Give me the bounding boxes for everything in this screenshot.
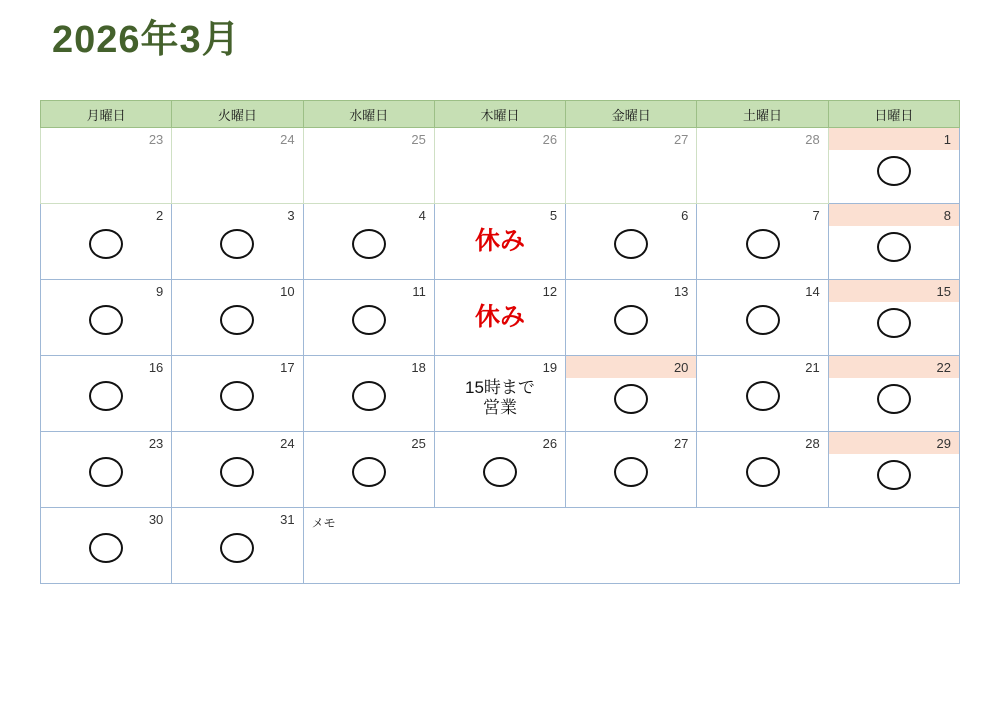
day-number: 8: [829, 204, 959, 226]
day-number: 25: [411, 132, 426, 147]
calendar-day-cell[interactable]: [697, 204, 828, 280]
day-number: 17: [280, 360, 295, 375]
calendar-day-cell[interactable]: [697, 280, 828, 356]
day-number: 26: [542, 436, 558, 451]
day-number: 21: [805, 360, 820, 375]
day-note: 15時まで 営業: [465, 378, 535, 417]
day-number: 5: [549, 208, 558, 223]
calendar-day-cell[interactable]: [828, 204, 959, 280]
day-number: 30: [148, 512, 164, 527]
open-circle-icon: [89, 457, 123, 487]
day-number: 28: [805, 436, 820, 451]
day-number: 9: [156, 284, 164, 299]
calendar-day-cell[interactable]: [41, 204, 172, 280]
calendar-day-cell[interactable]: [172, 280, 303, 356]
calendar-day-cell[interactable]: [566, 432, 697, 508]
weekday-header-sun: 日曜日: [828, 101, 959, 128]
open-circle-icon: [89, 229, 123, 259]
day-number: 14: [805, 284, 820, 299]
calendar-day-cell[interactable]: [434, 204, 565, 280]
month-calendar: [40, 100, 960, 584]
day-number: 13: [673, 284, 689, 299]
calendar-body: [41, 128, 960, 584]
open-circle-icon: [352, 381, 386, 411]
weekday-header-tue: 火曜日: [172, 101, 303, 128]
day-number: 27: [673, 132, 689, 147]
calendar-day-cell[interactable]: [434, 280, 565, 356]
calendar-week-row: [41, 204, 960, 280]
calendar-day-cell[interactable]: [828, 356, 959, 432]
calendar-day-cell[interactable]: [566, 128, 697, 204]
calendar-week-row: [41, 128, 960, 204]
calendar-day-cell[interactable]: [41, 356, 172, 432]
open-circle-icon: [877, 308, 911, 338]
open-circle-icon: [352, 305, 386, 335]
calendar-day-cell[interactable]: [697, 432, 828, 508]
open-circle-icon: [220, 305, 254, 335]
day-number: 25: [411, 436, 426, 451]
day-number: 24: [280, 132, 295, 147]
calendar-day-cell[interactable]: [303, 128, 434, 204]
open-circle-icon: [220, 381, 254, 411]
open-circle-icon: [614, 457, 648, 487]
calendar-week-row: [41, 356, 960, 432]
calendar-day-cell[interactable]: [566, 356, 697, 432]
day-number: 23: [148, 132, 164, 147]
calendar-day-cell[interactable]: [828, 128, 959, 204]
calendar-day-cell[interactable]: [172, 432, 303, 508]
day-number: 12: [542, 284, 558, 299]
open-circle-icon: [352, 457, 386, 487]
day-note: 休み: [474, 227, 525, 256]
open-circle-icon: [746, 457, 780, 487]
day-number: 10: [280, 284, 295, 299]
day-number: 15: [829, 280, 959, 302]
open-circle-icon: [220, 229, 254, 259]
day-number: 23: [148, 436, 164, 451]
open-circle-icon: [614, 305, 648, 335]
open-circle-icon: [877, 156, 911, 186]
calendar-week-row: [41, 280, 960, 356]
day-number: 29: [829, 432, 959, 454]
calendar-day-cell[interactable]: [41, 508, 172, 584]
calendar-day-cell[interactable]: [172, 128, 303, 204]
day-number: 1: [829, 128, 959, 150]
day-number: 4: [418, 208, 426, 223]
day-number: 22: [829, 356, 959, 378]
calendar-day-cell[interactable]: [697, 356, 828, 432]
calendar-day-cell[interactable]: [566, 204, 697, 280]
calendar-day-cell[interactable]: [41, 432, 172, 508]
open-circle-icon: [877, 460, 911, 490]
calendar-day-cell[interactable]: [566, 280, 697, 356]
open-circle-icon: [614, 384, 648, 414]
day-number: 16: [148, 360, 164, 375]
open-circle-icon: [220, 533, 254, 563]
day-number: 19: [542, 360, 558, 375]
open-circle-icon: [614, 229, 648, 259]
weekday-header-mon: 月曜日: [41, 101, 172, 128]
calendar-day-cell[interactable]: [172, 356, 303, 432]
open-circle-icon: [877, 384, 911, 414]
open-circle-icon: [89, 305, 123, 335]
calendar-week-row: [41, 508, 960, 584]
day-number: 7: [812, 208, 820, 223]
open-circle-icon: [89, 533, 123, 563]
weekday-header-sat: 土曜日: [697, 101, 828, 128]
day-note: 休み: [474, 303, 525, 332]
calendar-day-cell[interactable]: [303, 204, 434, 280]
calendar-day-cell[interactable]: [41, 280, 172, 356]
day-number: 27: [673, 436, 689, 451]
calendar-day-cell[interactable]: [434, 128, 565, 204]
day-number: 11: [412, 284, 426, 299]
weekday-header-fri: 金曜日: [566, 101, 697, 128]
open-circle-icon: [746, 229, 780, 259]
calendar-day-cell[interactable]: [828, 432, 959, 508]
day-number: 18: [411, 360, 426, 375]
weekday-header-wed: 水曜日: [303, 101, 434, 128]
calendar-day-cell[interactable]: [303, 356, 434, 432]
day-number: 24: [280, 436, 295, 451]
day-number: 2: [156, 208, 164, 223]
memo-label: メモ: [311, 516, 336, 530]
calendar-day-cell[interactable]: [303, 432, 434, 508]
open-circle-icon: [352, 229, 386, 259]
open-circle-icon: [89, 381, 123, 411]
open-circle-icon: [220, 457, 254, 487]
calendar-day-cell[interactable]: [434, 432, 565, 508]
calendar-day-cell[interactable]: [172, 508, 303, 584]
day-number: 31: [280, 512, 295, 527]
calendar-day-cell[interactable]: [434, 356, 565, 432]
calendar-day-cell[interactable]: [828, 280, 959, 356]
open-circle-icon: [746, 381, 780, 411]
open-circle-icon: [746, 305, 780, 335]
memo-cell[interactable]: [303, 508, 959, 584]
open-circle-icon: [483, 457, 517, 487]
open-circle-icon: [877, 232, 911, 262]
calendar-week-row: [41, 432, 960, 508]
page-title: 2026年3月: [52, 19, 241, 61]
day-number: 26: [542, 132, 558, 147]
calendar-day-cell[interactable]: [303, 280, 434, 356]
day-number: 28: [805, 132, 820, 147]
calendar-day-cell[interactable]: [697, 128, 828, 204]
weekday-header-thu: 木曜日: [434, 101, 565, 128]
day-number: 6: [681, 208, 689, 223]
calendar-day-cell[interactable]: [41, 128, 172, 204]
day-number: 3: [287, 208, 295, 223]
calendar-day-cell[interactable]: [172, 204, 303, 280]
weekday-header-row: [41, 101, 960, 128]
day-number: 20: [566, 356, 696, 378]
